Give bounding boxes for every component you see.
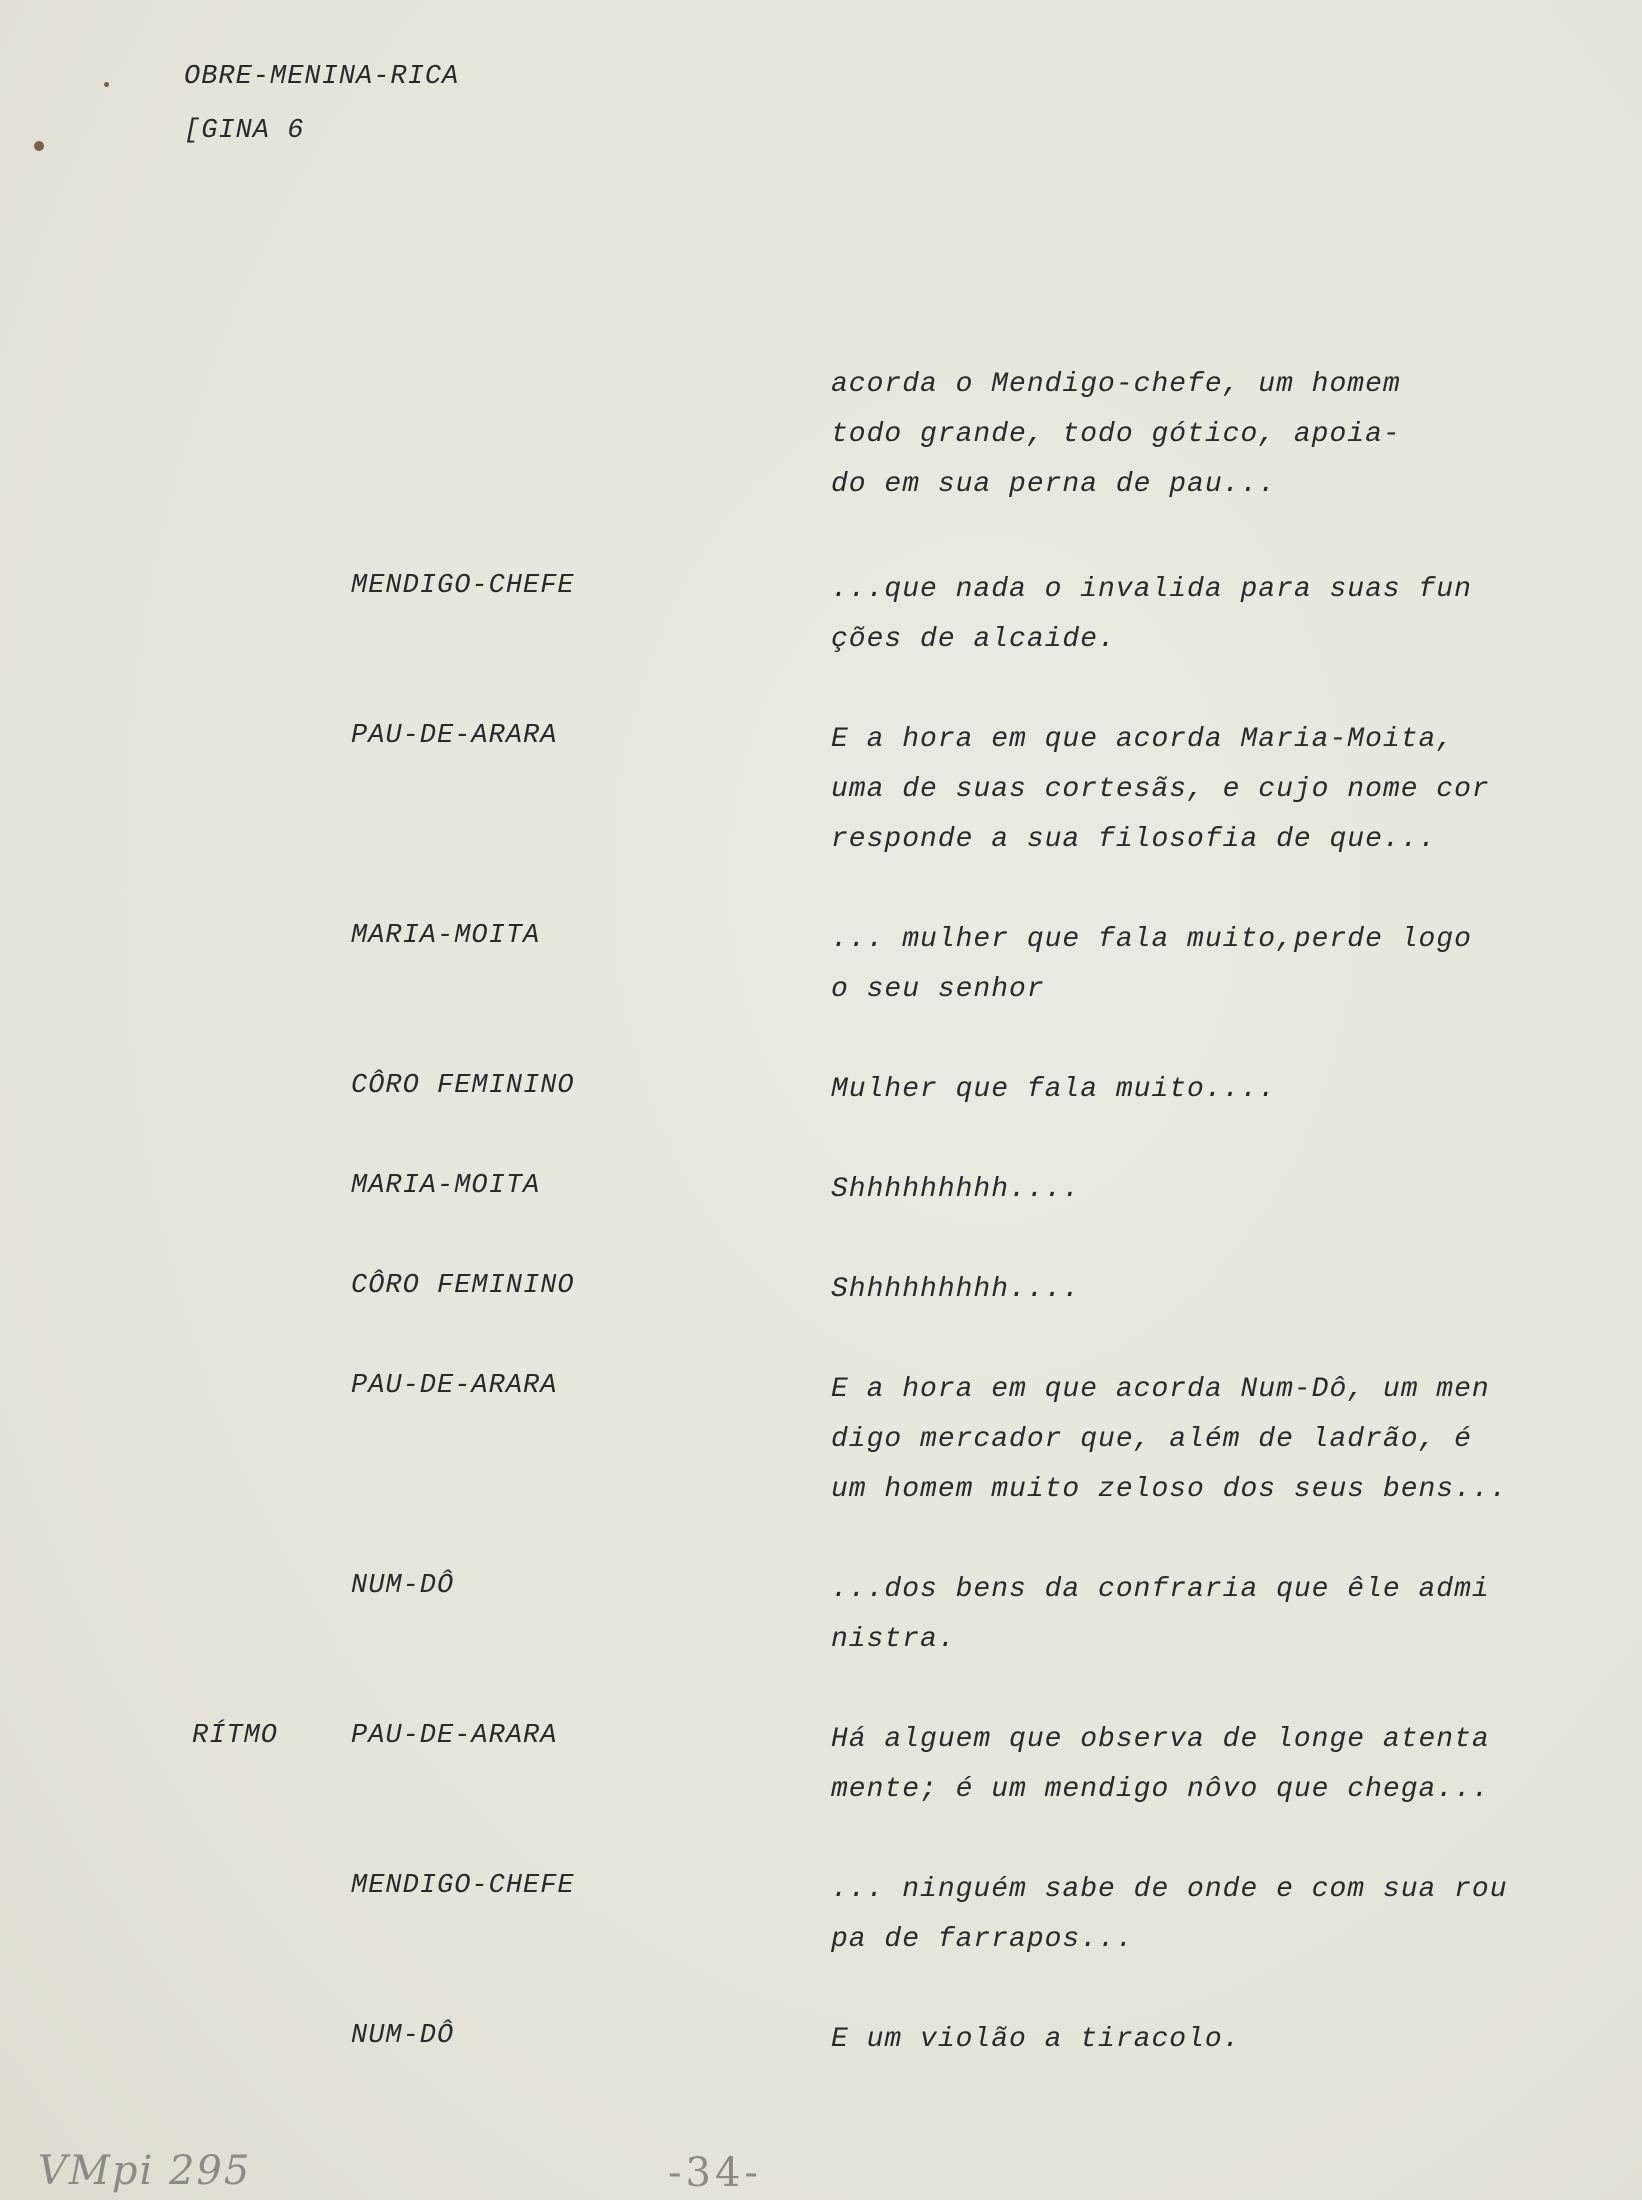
speech-line: Shhhhhhhhh.... xyxy=(831,1274,1081,1305)
speaker-name: MENDIGO-CHEFE xyxy=(351,1871,575,1901)
speech-line: E a hora em que acorda Maria-Moita, xyxy=(831,724,1455,755)
speech-line: E um violão a tiracolo. xyxy=(831,2024,1241,2055)
stage-cue: RÍTMO xyxy=(192,1721,279,1751)
speaker-name: PAU-DE-ARARA xyxy=(351,721,558,751)
speaker-name: MARIA-MOITA xyxy=(351,921,541,951)
speech-text xyxy=(831,1365,1611,1515)
speech-text xyxy=(831,1865,1611,1965)
speech-line: o seu senhor xyxy=(831,974,1045,1005)
speech-line: ... mulher que fala muito,perde logo xyxy=(831,924,1472,955)
speech-text xyxy=(831,2015,1611,2065)
speaker-name: CÔRO FEMININO xyxy=(351,1271,575,1301)
paper-stain xyxy=(34,141,44,151)
speech-line: Shhhhhhhhh.... xyxy=(831,1174,1081,1205)
paper-stain xyxy=(104,82,109,87)
speaker-name: MENDIGO-CHEFE xyxy=(351,571,575,601)
speech-line: do em sua perna de pau... xyxy=(831,469,1277,500)
speech-line: uma de suas cortesãs, e cujo nome cor xyxy=(831,774,1490,805)
speaker-name: NUM-DÔ xyxy=(351,2021,455,2051)
speech-line: E a hora em que acorda Num-Dô, um men xyxy=(831,1374,1490,1405)
speech-line: ... ninguém sabe de onde e com sua rou xyxy=(831,1874,1508,1905)
handwritten-reference: VMpi 295 xyxy=(38,2148,252,2194)
speech-line: digo mercador que, além de ladrão, é xyxy=(831,1424,1472,1455)
speech-line: ções de alcaide. xyxy=(831,624,1116,655)
speech-line: pa de farrapos... xyxy=(831,1924,1134,1955)
speech-line: ...que nada o invalida para suas fun xyxy=(831,574,1472,605)
speech-line: mente; é um mendigo nôvo que chega... xyxy=(831,1774,1490,1805)
speech-text xyxy=(831,1065,1611,1115)
header-page-label: [GINA 6 xyxy=(184,116,305,146)
speech-text xyxy=(831,715,1611,865)
speech-text xyxy=(831,565,1611,665)
speech-line: um homem muito zeloso dos seus bens... xyxy=(831,1474,1508,1505)
speech-text xyxy=(831,1265,1611,1315)
speech-text xyxy=(831,360,1611,510)
speaker-name: PAU-DE-ARARA xyxy=(351,1721,558,1751)
speech-text xyxy=(831,1715,1611,1815)
speaker-name: NUM-DÔ xyxy=(351,1571,455,1601)
speech-text xyxy=(831,1165,1611,1215)
speaker-name: PAU-DE-ARARA xyxy=(351,1371,558,1401)
speech-line: Há alguem que observa de longe atenta xyxy=(831,1724,1490,1755)
speech-line: acorda o Mendigo-chefe, um homem xyxy=(831,369,1401,400)
speaker-name: MARIA-MOITA xyxy=(351,1171,541,1201)
speech-line: ...dos bens da confraria que êle admi xyxy=(831,1574,1490,1605)
speech-text xyxy=(831,1565,1611,1665)
speech-line: nistra. xyxy=(831,1624,956,1655)
speech-line: Mulher que fala muito.... xyxy=(831,1074,1277,1105)
header-title: OBRE-MENINA-RICA xyxy=(184,62,460,92)
speaker-name: CÔRO FEMININO xyxy=(351,1071,575,1101)
speech-line: responde a sua filosofia de que... xyxy=(831,824,1437,855)
page-number: -34- xyxy=(668,2150,762,2196)
speech-line: todo grande, todo gótico, apoia- xyxy=(831,419,1401,450)
speech-text xyxy=(831,915,1611,1015)
